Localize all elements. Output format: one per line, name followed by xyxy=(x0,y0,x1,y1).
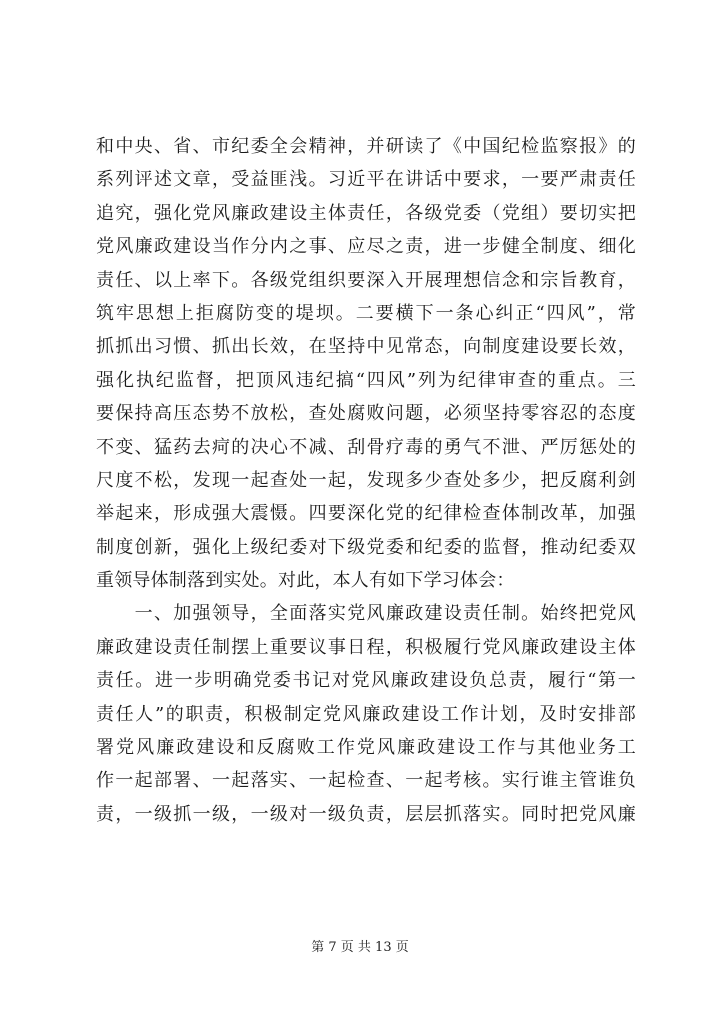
text-line: 要保持高压态势不放松，查处腐败问题，必须坚持零容忍的态度 xyxy=(96,403,636,425)
text-line: 廉政建设责任制摆上重要议事日程，积极履行党风廉政建设主体 xyxy=(96,636,636,658)
text-line: 作一起部署、一起落实、一起检查、一起考核。实行谁主管谁负 xyxy=(96,770,636,792)
text-line: 不变、猛药去疴的决心不减、刮骨疗毒的勇气不泄、严厉惩处的 xyxy=(96,436,636,458)
text-line: 举起来，形成强大震慑。四要深化党的纪律检查体制改革，加强 xyxy=(96,503,636,525)
text-line: 责任、以上率下。各级党组织要深入开展理想信念和宗旨教育， xyxy=(96,269,636,291)
text-line: 党风廉政建设当作分内之事、应尽之责，进一步健全制度、细化 xyxy=(96,236,636,258)
text-line: 和中央、省、市纪委全会精神，并研读了《中国纪检监察报》的 xyxy=(96,136,636,157)
text-line: 重领导体制落到实处。对此，本人有如下学习体会： xyxy=(96,570,515,592)
text-line: 抓抓出习惯、抓出长效，在坚持中见常态，向制度建设要长效， xyxy=(96,336,636,358)
text-line: 署党风廉政建设和反腐败工作党风廉政建设工作与其他业务工 xyxy=(96,737,636,759)
page-footer: 第 7 页 共 13 页 xyxy=(311,940,409,955)
text-line: 追究，强化党风廉政建设主体责任，各级党委（党组）要切实把 xyxy=(96,202,636,224)
text-line: 责任。进一步明确党委书记对党风廉政建设负总责，履行“第一 xyxy=(96,670,636,692)
text-line: 制度创新，强化上级纪委对下级党委和纪委的监督，推动纪委双 xyxy=(96,536,636,558)
body-text xyxy=(96,130,636,831)
text-line: 系列评述文章，受益匪浅。习近平在讲话中要求，一要严肃责任 xyxy=(96,169,636,191)
text-line: 一、加强领导，全面落实党风廉政建设责任制。始终把党风 xyxy=(96,603,636,625)
text-line: 责任人”的职责，积极制定党风廉政建设工作计划，及时安排部 xyxy=(96,703,636,725)
text-line: 责，一级抓一级，一级对一级负责，层层抓落实。同时把党风廉 xyxy=(96,803,636,825)
text-line: 尺度不松，发现一起查处一起，发现多少查处多少，把反腐利剑 xyxy=(96,469,636,491)
text-line: 强化执纪监督，把顶风违纪搞“四风”列为纪律审查的重点。三 xyxy=(96,369,636,391)
text-line: 筑牢思想上拒腐防变的堤坝。二要横下一条心纠正“四风”，常 xyxy=(96,302,636,324)
